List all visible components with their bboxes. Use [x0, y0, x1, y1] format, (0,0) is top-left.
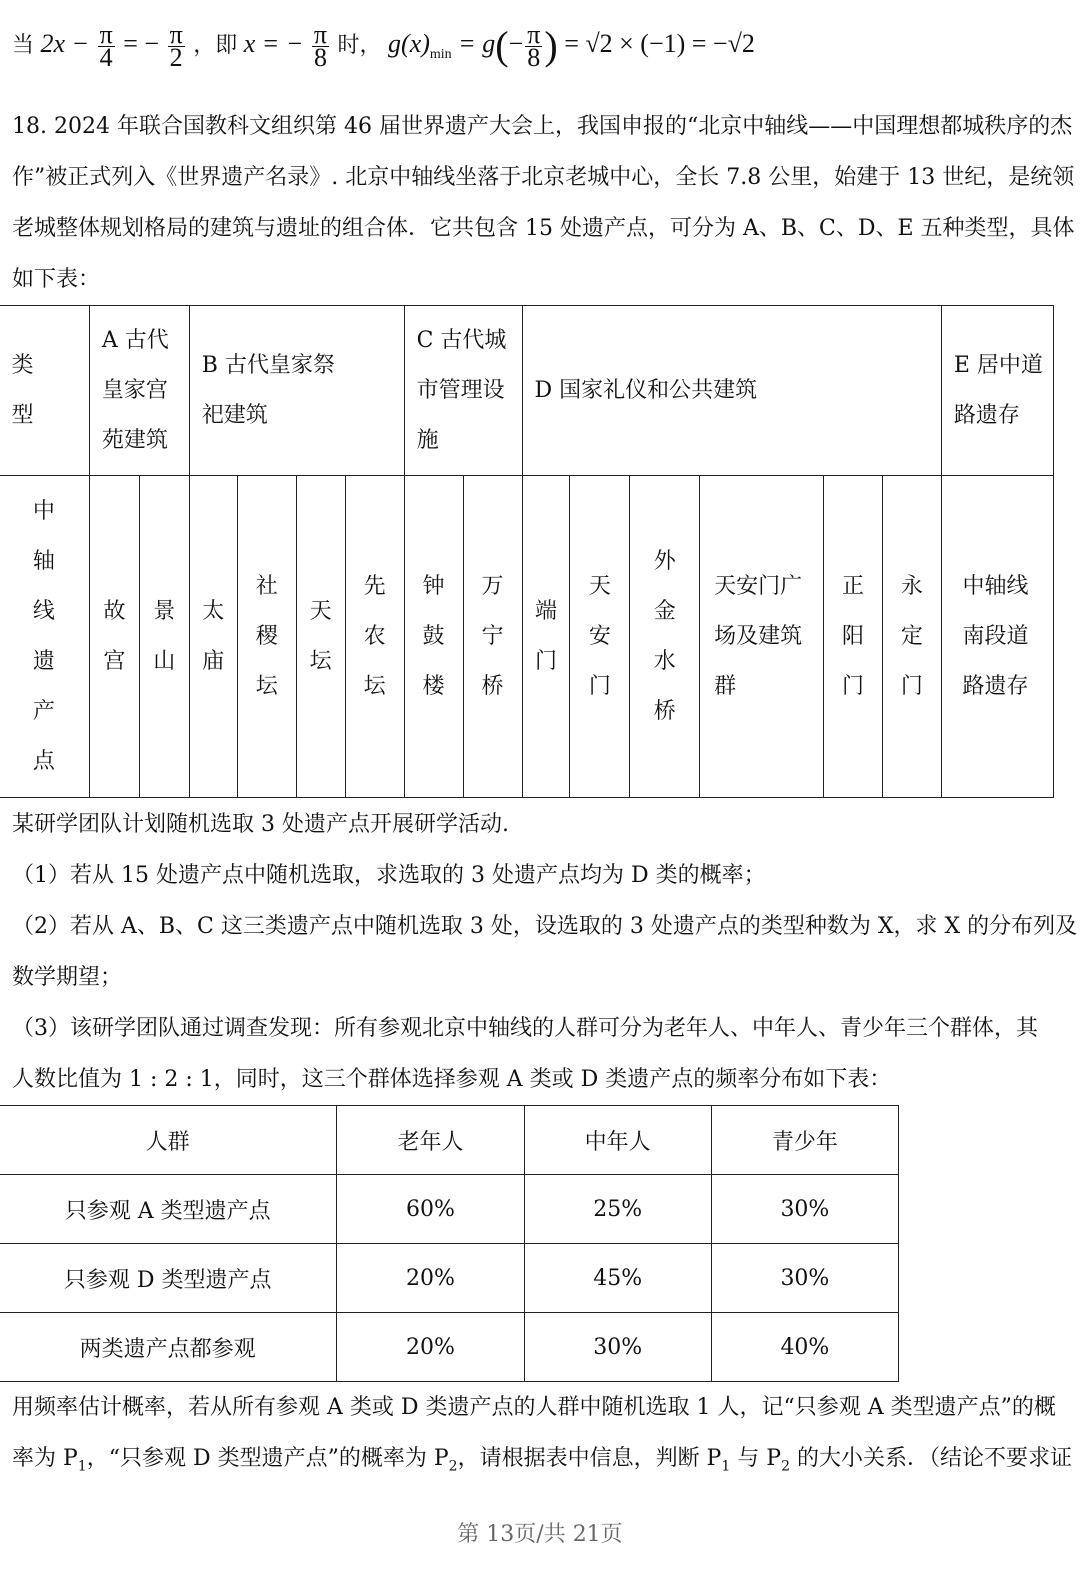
conclusion-text: 率为 P [12, 1446, 78, 1471]
type-header-cell [0, 306, 89, 476]
subscript: 1 [721, 1458, 731, 1475]
frac-den: 8 [313, 42, 327, 72]
site-cell [522, 476, 570, 798]
site-cell [345, 476, 404, 798]
site-label: 钟鼓楼 [422, 573, 445, 699]
conclusion-text: ，“只参观 D 类型遗产点”的概率为 P [86, 1446, 449, 1471]
table-row [0, 1244, 899, 1313]
table-cell: 20% [337, 1244, 524, 1313]
problem18-line-4: 如下表： [12, 267, 101, 292]
fraction-pi-8 [312, 19, 329, 72]
table-cell: 25% [524, 1175, 711, 1244]
conclusion-line-1: 用频率估计概率，若从所有参观 A 类或 D 类遗产点的人群中随机选取 1 人，记“只参观 A 类型遗产点”的概 [12, 1395, 1056, 1420]
site-label: 先农坛 [363, 573, 386, 699]
fraction-g-arg [525, 19, 542, 72]
type-e-cell [941, 306, 1053, 476]
table-header-cell: 人群 [0, 1106, 337, 1175]
heritage-type-table [0, 305, 1054, 798]
site-cell [237, 476, 296, 798]
site-label: 万宁桥 [481, 573, 504, 699]
site-label: 社稷坛 [255, 573, 278, 699]
table-header-cell: 老年人 [337, 1106, 524, 1175]
type-c-label: C 古代城市管理设施 [416, 327, 507, 453]
question-2-line-1: （2）若从 A、B、C 这三类遗产点中随机选取 3 处，设选取的 3 处遗产点的类型种数为 X，求 X 的分布列及 [12, 914, 1078, 939]
question-3-line-1: （3）该研学团队通过调查发现：所有参观北京中轴线的人群可分为老年人、中年人、青少年三个群体，其 [12, 1016, 1039, 1041]
site-label: 中轴线南段道路遗存 [962, 573, 1029, 699]
fraction-pi-2 [168, 19, 185, 72]
g-eq: = g [458, 29, 496, 58]
table-cell: 只参观 D 类型遗产点 [0, 1244, 337, 1313]
site-cell [824, 476, 883, 798]
subscript: 2 [448, 1458, 458, 1475]
formula-eq1-eq: = − [123, 29, 160, 58]
conclusion-line-2 [12, 1444, 1072, 1481]
question-3-line-2: 人数比值为 1 : 2 : 1，同时，这三个群体选择参观 A 类或 D 类遗产点的频率分布如下表： [12, 1067, 892, 1092]
problem18-line-1: 18. 2024 年联合国教科文组织第 46 届世界遗产大会上，我国申报的“北京中轴线——中国理想都城秩序的杰 [12, 114, 1073, 139]
site-cell [463, 476, 522, 798]
page-footer: 第 13页/共 21页 [457, 1522, 623, 1547]
table-header-row [0, 1106, 899, 1175]
type-header-label: 类型 [11, 352, 34, 428]
type-b-label: B 古代皇家祭祀建筑 [201, 352, 335, 428]
formula-shi: 时， [337, 33, 382, 58]
table-cell: 60% [337, 1175, 524, 1244]
site-label: 景山 [153, 598, 176, 674]
site-cell [700, 476, 824, 798]
row-label-cell [0, 476, 89, 798]
site-label: 正阳门 [842, 573, 865, 699]
question-1: （1）若从 15 处遗产点中随机选取，求选取的 3 处遗产点均为 D 类的概率； [12, 863, 766, 888]
site-label: 太庙 [202, 598, 225, 674]
site-cell [882, 476, 941, 798]
type-d-label: D 国家礼仪和公共建筑 [534, 377, 758, 403]
g-min-sub: min [429, 47, 452, 63]
conclusion-text: ，请根据表中信息，判断 P [457, 1446, 722, 1471]
site-cell [296, 476, 345, 798]
type-a-label: A 古代皇家宫苑建筑 [101, 327, 169, 453]
fraction-pi-4 [98, 19, 115, 72]
site-cell [630, 476, 700, 798]
subscript: 1 [77, 1458, 87, 1475]
frac-num: π [313, 19, 328, 49]
table-cell: 30% [711, 1244, 898, 1313]
type-d-cell [522, 306, 941, 476]
formula-mid: ，即 [193, 33, 238, 58]
site-label: 永定门 [900, 573, 923, 699]
formula-eq1-left: 2x − [40, 29, 90, 58]
site-label: 天安门广场及建筑群 [714, 573, 803, 699]
type-e-label: E 居中道路遗存 [953, 352, 1043, 428]
problem18-line-3: 老城整体规划格局的建筑与遗址的组合体．它共包含 15 处遗产点，可分为 A、B、C、D、E 五种类型，具体 [12, 216, 1075, 241]
table-header-cell: 中年人 [524, 1106, 711, 1175]
table-row [0, 1313, 899, 1382]
formula-line: 当 2x − $\frac{\pi}{4}$ = − $\frac{\pi}{2}$ ，即 x = − $\frac{\pi}{8}$ 时， $g(x)_{min} = g(-$ $\frac{\pi}{8}$ ) = √2 × (−1) = −√2 [12, 19, 755, 72]
type-a-cell [89, 306, 189, 476]
frac-num: π [169, 19, 183, 49]
subscript: 2 [781, 1458, 790, 1475]
problem18-line-2: 作”被正式列入《世界遗产名录》. 北京中轴线坐落于北京老城中心，全长 7.8 公里，始建于 13 世纪，是统领 [12, 165, 1075, 190]
site-cell [89, 476, 139, 798]
questions-intro: 某研学团队计划随机选取 3 处遗产点开展研学活动. [12, 812, 509, 837]
table-cell: 两类遗产点都参观 [0, 1313, 337, 1382]
table-header-cell: 青少年 [711, 1106, 898, 1175]
g-min: g(x) [388, 29, 430, 58]
frac-den: 4 [99, 42, 113, 72]
site-cell [139, 476, 189, 798]
frac-den: 8 [527, 42, 541, 72]
table-cell: 45% [524, 1244, 711, 1313]
visit-frequency-table [0, 1105, 899, 1382]
site-cell [189, 476, 237, 798]
site-label: 天坛 [309, 598, 332, 674]
site-cell [941, 476, 1053, 798]
formula-prefix: 当 [12, 33, 35, 58]
site-cell [570, 476, 630, 798]
site-cell [404, 476, 463, 798]
frac-num: π [99, 19, 113, 49]
type-c-cell [404, 306, 522, 476]
formula-eq2-left: x = − [243, 29, 304, 58]
table-cell: 30% [524, 1313, 711, 1382]
table-cell: 20% [337, 1313, 524, 1382]
frac-den: 2 [169, 42, 183, 72]
table-cell: 30% [711, 1175, 898, 1244]
table-cell: 40% [711, 1313, 898, 1382]
row-label: 中轴线遗产点 [32, 498, 55, 774]
frac-num: π [527, 19, 541, 49]
question-2-line-2: 数学期望； [12, 965, 123, 990]
conclusion-text: 的大小关系．（结论不要求证 [790, 1446, 1072, 1471]
site-label: 天安门 [588, 573, 611, 699]
g-tail: = √2 × (−1) = −√2 [564, 29, 755, 58]
table-row [0, 1175, 899, 1244]
site-label: 端门 [534, 598, 557, 674]
table-cell: 只参观 A 类型遗产点 [0, 1175, 337, 1244]
conclusion-text: 与 P [730, 1446, 782, 1471]
site-label: 故宫 [103, 598, 126, 674]
type-b-cell [189, 306, 404, 476]
site-label: 外金水桥 [653, 548, 676, 724]
